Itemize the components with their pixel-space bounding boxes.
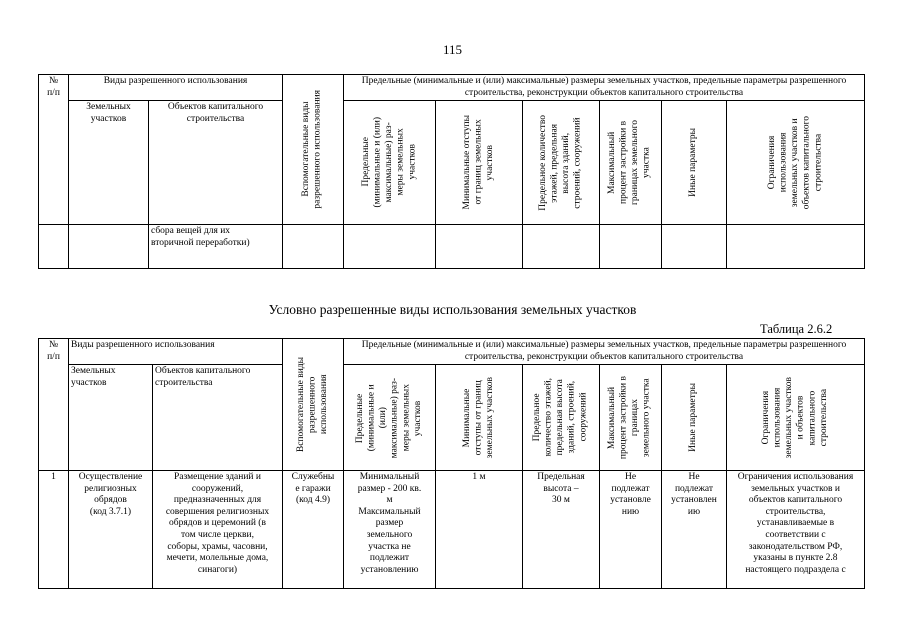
cell-setback: 1 м [436,471,523,589]
header-other: Иные параметры [662,101,727,225]
conditional-use-table [38,338,865,589]
header-limits: Предельные (минимальные и (или) максимальные) размеры земельных участков, предельные параметры разрешенного строительства, реконструкции объектов капитального строительства [344,339,865,365]
header-size: Предельные (минимальные и (или) максимальные) раз- меры земельных участков [344,365,436,471]
cell-size: Минимальный размер - 200 кв. м Максимальный размер земельного участка не подлежит установлению [344,471,436,589]
cell-land: Осуществление религиозных обрядов (код 3.7.1) [69,471,153,589]
cell-oks: Размещение зданий и сооружений, предназначенных для совершения религиозных обрядов и церемоний (в том числе церкви, соборы, храмы, часовни, мечети, молельные дома, синагоги) [153,471,283,589]
header-other: Иные параметры [662,365,727,471]
header-coverage: Максимальный процент застройки в границах земельного участка [600,365,662,471]
header-num: № п/п [39,75,69,225]
table-row [39,225,865,269]
header-oks: Объектов капитального строительства [149,101,283,225]
header-types: Виды разрешенного использования [69,75,283,101]
header-restrictions: Ограничения использования земельных участков и объектов капитального строительства [727,365,865,471]
main-zone-table [38,74,865,269]
header-floors: Предельное количество этажей, предельная высота зданий, строений, сооружений [523,101,600,225]
header-coverage: Максимальный процент застройки в границах земельного участка [600,101,662,225]
table-row [39,471,865,589]
cell-coverage: Не подлежат установле нию [600,471,662,589]
cell-oks: сбора вещей для их вторичной переработки) [149,225,283,269]
header-aux: Вспомогательные виды разрешенного использования [283,339,344,471]
header-restrictions: Ограничения использования земельных участков и объектов капитального строительства [727,101,865,225]
cell-floors [523,225,600,269]
cell-floors: Предельная высота – 30 м [523,471,600,589]
cell-aux: Служебны е гаражи (код 4.9) [283,471,344,589]
cell-land [69,225,149,269]
table-label: Таблица 2.6.2 [760,322,833,336]
header-limits: Предельные (минимальные и (или) максимальные) размеры земельных участков, предельные параметры разрешенного строительства, реконструкции объектов капитального строительства [344,75,865,101]
cell-num: 1 [39,471,69,589]
header-oks: Объектов капитального строительства [153,365,283,471]
header-aux: Вспомогательные виды разрешенного использования [283,75,344,225]
cell-restrictions [727,225,865,269]
cell-other [662,225,727,269]
cell-aux [283,225,344,269]
header-setback: Минимальные отступы от границ земельных участков [436,101,523,225]
header-size: Предельные (минимальные и (или) максимальные) раз- меры земельных участков [344,101,436,225]
page-number: 115 [442,42,463,57]
header-floors: Предельное количество этажей, предельная высота зданий, строений, сооружений [523,365,600,471]
header-land: Земельных участков [69,101,149,225]
cell-num [39,225,69,269]
section-title: Условно разрешенные виды использования земельных участков [268,302,637,317]
header-types: Виды разрешенного использования [69,339,283,365]
cell-other: Не подлежат установлен ию [662,471,727,589]
cell-setback [436,225,523,269]
header-setback: Минимальные отступы от границ земельных участков [436,365,523,471]
header-land: Земельных участков [69,365,153,471]
cell-size [344,225,436,269]
header-num: № п/п [39,339,69,471]
cell-restrictions: Ограничения использования земельных участков и объектов капитального строительства, устанавливаемые в соответствии с законодательством РФ, указаны в пункте 2.8 настоящего подраздела с [727,471,865,589]
cell-coverage [600,225,662,269]
